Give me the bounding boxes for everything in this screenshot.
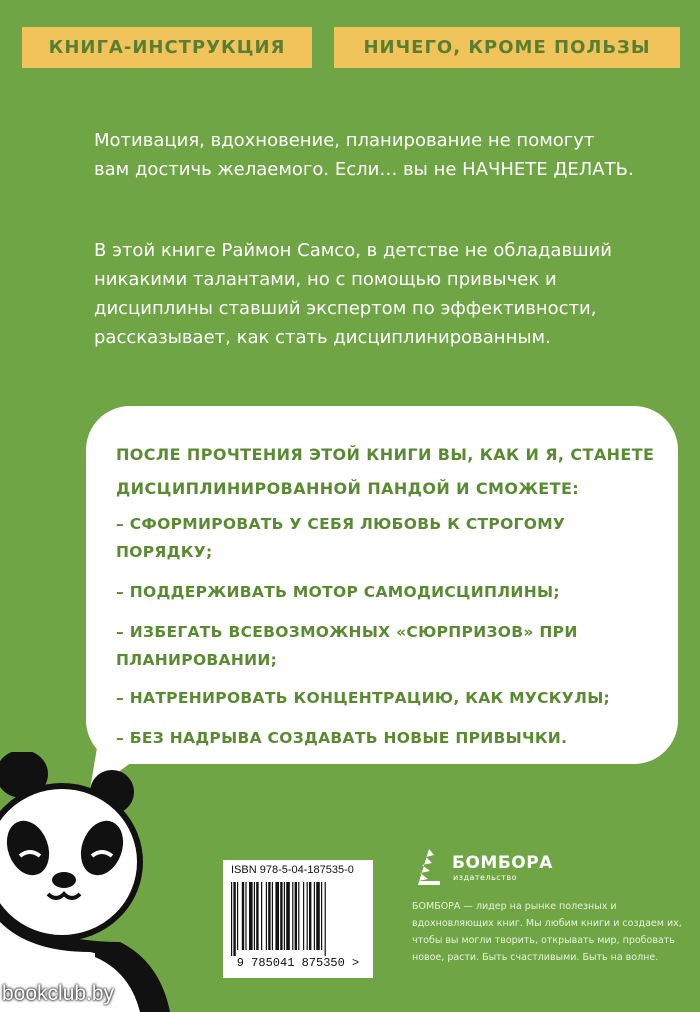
list-item: – ПОДДЕРЖИВАТЬ МОТОР САМОДИСЦИПЛИНЫ;	[116, 583, 560, 601]
list-item: – НАТРЕНИРОВАТЬ КОНЦЕНТРАЦИЮ, КАК МУСКУЛЫ;	[116, 689, 611, 707]
intro-paragraph-1: Мотивация, вдохновение, планирование не помогут вам достичь желаемого. Если… вы не НАЧНЕТЕ ДЕЛАТЬ.	[94, 130, 634, 180]
barcode-bar	[245, 882, 246, 950]
barcode-bar	[275, 882, 279, 950]
list-item: – ИЗБЕГАТЬ ВСЕВОЗМОЖНЫХ «СЮРПРИЗОВ» ПРИ ПЛАНИРОВАНИИ;	[116, 623, 578, 669]
barcode-bar	[261, 882, 262, 950]
barcode-bar	[231, 882, 232, 956]
panda-illustration	[0, 752, 200, 1012]
barcode-bar	[286, 882, 290, 950]
barcode-bar	[256, 882, 258, 950]
barcode-panel	[223, 860, 373, 978]
barcode-digits: 9 785041 875350 >	[236, 956, 360, 970]
barcode-bar	[309, 882, 311, 950]
list-item: – СФОРМИРОВАТЬ У СЕБЯ ЛЮБОВЬ К СТРОГОМУ ПОРЯДКУ;	[116, 515, 566, 561]
isbn-number: ISBN 978-5-04-187535-0	[231, 864, 354, 876]
list-item: – БЕЗ НАДРЫВА СОЗДАВАТЬ НОВЫЕ ПРИВЫЧКИ.	[116, 729, 568, 747]
banner-nothing-but-benefit: НИЧЕГО, КРОМЕ ПОЛЬЗЫ	[334, 27, 680, 68]
publisher-name: БОМБОРА	[452, 853, 553, 873]
barcode-bar	[307, 882, 308, 950]
barcode-bar	[325, 882, 326, 956]
barcode-bar	[237, 882, 238, 950]
barcode-bar	[298, 882, 299, 950]
barcode-bar	[254, 882, 255, 950]
barcode-bar	[284, 882, 285, 950]
barcode-bar	[268, 882, 270, 950]
benefits-list	[116, 510, 656, 764]
barcode-bar	[295, 882, 297, 950]
watermark: bookclub.by	[2, 982, 115, 1005]
publisher-subtitle: издательство	[453, 873, 517, 882]
barcode	[229, 882, 367, 956]
barcode-bar	[272, 882, 273, 950]
barcode-bar	[321, 882, 322, 950]
bubble-heading: ПОСЛЕ ПРОЧТЕНИЯ ЭТОЙ КНИГИ ВЫ, КАК И Я, СТАНЕТЕ ДИСЦИПЛИНИРОВАННОЙ ПАНДОЙ И СМОЖЕТЕ:	[116, 445, 655, 498]
publisher-logo-icon	[412, 847, 446, 889]
barcode-bar	[316, 882, 320, 950]
barcode-bar	[233, 882, 235, 956]
barcode-bar	[266, 882, 267, 950]
intro-paragraph-2: В этой книге Раймон Самсо, в детстве не обладавший никакими талантами, но с помощью привычек и дисциплины ставший экспертом по эффективности, рассказывает, как стать дисциплинированным.	[94, 240, 612, 348]
barcode-bar	[303, 882, 304, 950]
barcode-bar	[292, 882, 293, 950]
barcode-bar	[242, 882, 244, 950]
barcode-bar	[249, 882, 253, 950]
barcode-bar	[280, 882, 282, 950]
publisher-description: БОМБОРА — лидер на рынке полезных и вдохновляющих книг. Мы любим книги и создаем их, чтобы вы могли творить, открывать мир, пробовать новое, расти. Быть счастливыми. Быть на волне.	[412, 901, 682, 963]
banner-book-instruction: КНИГА-ИНСТРУКЦИЯ	[22, 27, 312, 68]
barcode-bar	[314, 882, 315, 950]
